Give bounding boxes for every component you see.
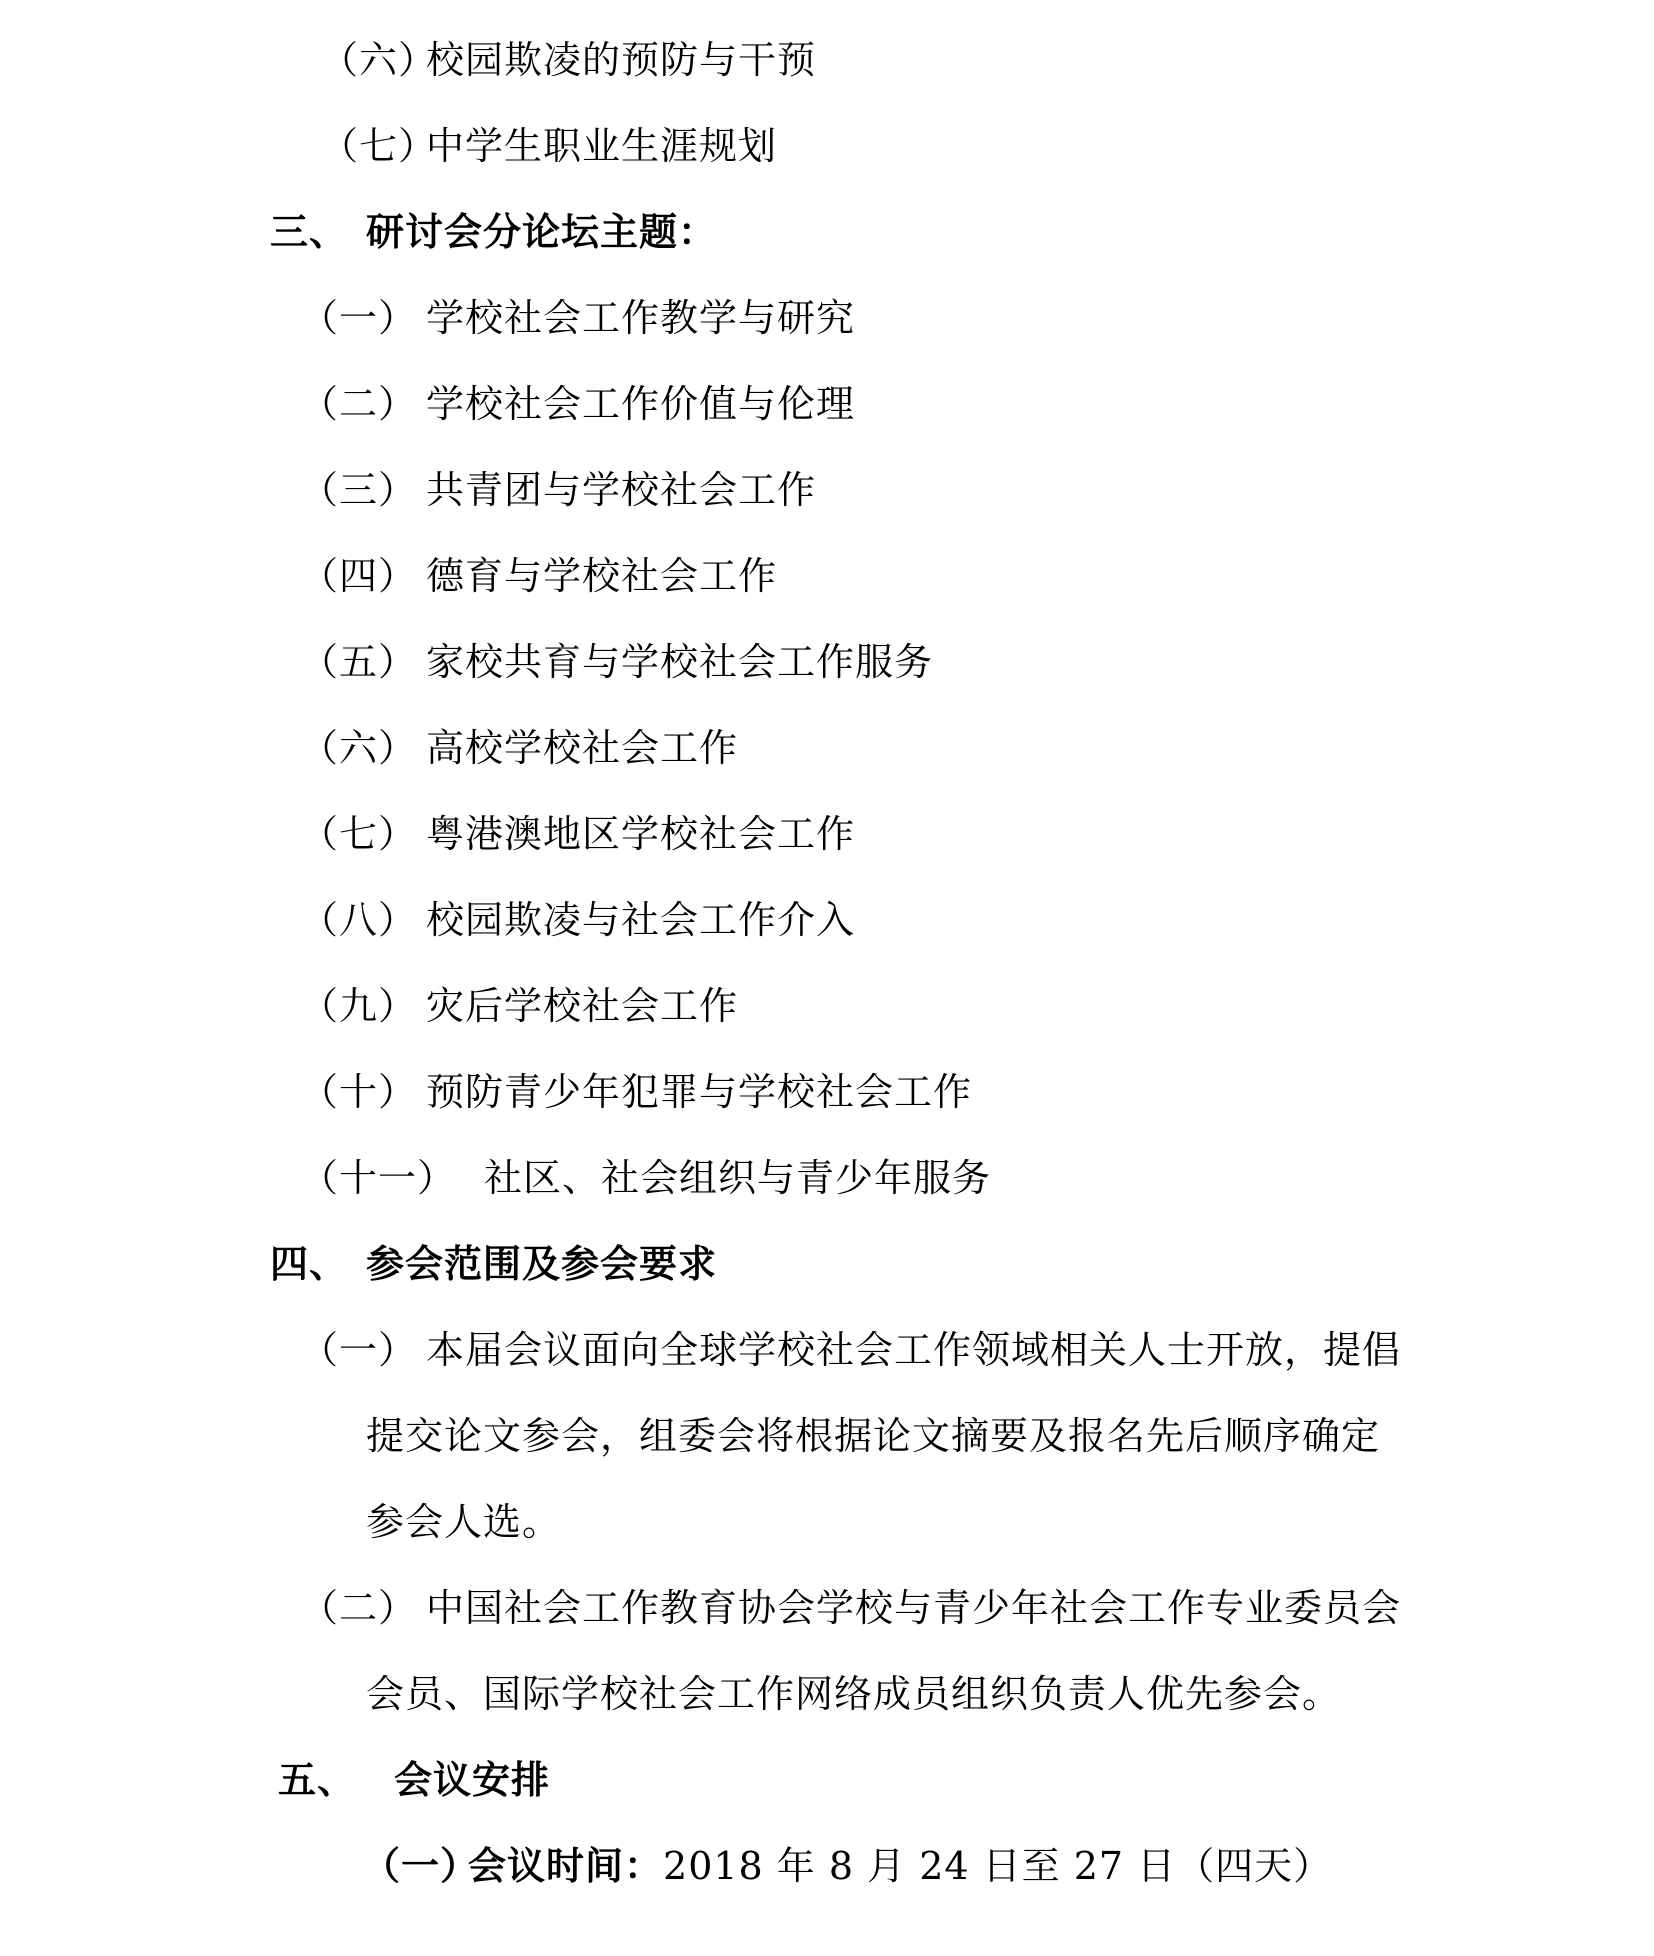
item-number: （十一） <box>300 1156 457 1200</box>
item-number: （一） <box>300 1328 418 1372</box>
item-number: （五） <box>300 640 418 684</box>
item-number: （七） <box>320 124 438 168</box>
item-number: （一） <box>300 296 418 340</box>
item-label: 会议时间： <box>468 1844 664 1888</box>
item-text: 粤港澳地区学校社会工作 <box>426 812 856 856</box>
item-text-line: 会员、国际学校社会工作网络成员组织负责人优先参会。 <box>366 1672 1342 1716</box>
item-text: 家校共育与学校社会工作服务 <box>426 640 934 684</box>
item-number: （六） <box>320 38 438 82</box>
section-number: 三、 <box>270 210 349 254</box>
item-text: 德育与学校社会工作 <box>426 554 778 598</box>
item-text: 共青团与学校社会工作 <box>426 468 817 512</box>
item-text: 校园欺凌与社会工作介入 <box>426 898 856 942</box>
item-number: （二） <box>300 1586 418 1630</box>
item-number: （七） <box>300 812 418 856</box>
item-number: （八） <box>300 898 418 942</box>
item-text-line: 本届会议面向全球学校社会工作领域相关人士开放，提倡 <box>426 1328 1402 1372</box>
item-number: （三） <box>300 468 418 512</box>
item-text: 学校社会工作价值与伦理 <box>426 382 856 426</box>
section-number: 五、 <box>278 1758 357 1802</box>
item-text-line: 提交论文参会，组委会将根据论文摘要及报名先后顺序确定 <box>366 1414 1381 1458</box>
item-number: （二） <box>300 382 418 426</box>
item-text-line: 中国社会工作教育协会学校与青少年社会工作专业委员会 <box>426 1586 1402 1630</box>
section-title: 参会范围及参会要求 <box>366 1242 718 1286</box>
item-number: （十） <box>300 1070 418 1114</box>
item-text: 中学生职业生涯规划 <box>426 124 778 168</box>
item-number: （四） <box>300 554 418 598</box>
item-text: 学校社会工作教学与研究 <box>426 296 856 340</box>
item-text: 社区、社会组织与青少年服务 <box>484 1156 992 1200</box>
item-content <box>468 1843 1332 1889</box>
item-number: （六） <box>300 726 418 770</box>
item-text-line: 参会人选。 <box>366 1500 562 1544</box>
section-title: 会议安排 <box>394 1758 551 1802</box>
item-text: 预防青少年犯罪与学校社会工作 <box>426 1070 973 1114</box>
item-text: 灾后学校社会工作 <box>426 984 739 1028</box>
item-text: 2018 年 8 月 24 日至 27 日（四天） <box>663 1844 1333 1888</box>
item-text: 高校学校社会工作 <box>426 726 739 770</box>
section-title: 研讨会分论坛主题： <box>366 210 718 254</box>
section-number: 四、 <box>270 1242 349 1286</box>
item-number: （一） <box>362 1844 480 1888</box>
item-text: 校园欺凌的预防与干预 <box>426 38 817 82</box>
item-number: （九） <box>300 984 418 1028</box>
